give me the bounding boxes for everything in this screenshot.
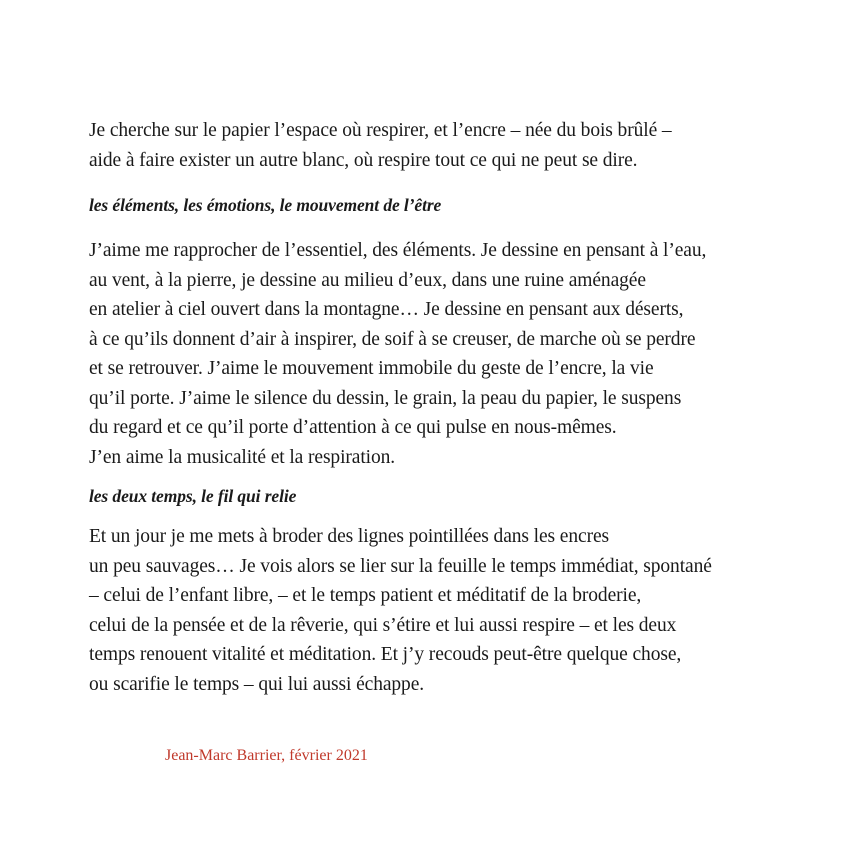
paragraph-line: à ce qu’ils donnent d’air à inspirer, de soif à se creuser, de marche où se perdre bbox=[89, 328, 696, 350]
paragraph-line: un peu sauvages… Je vois alors se lier sur la feuille le temps immédiat, spontané bbox=[89, 555, 712, 577]
paragraph-line: ou scarifie le temps – qui lui aussi échappe. bbox=[89, 673, 425, 695]
paragraph-line: au vent, à la pierre, je dessine au milieu d’eux, dans une ruine aménagée bbox=[89, 269, 646, 291]
two-times-paragraph bbox=[89, 522, 789, 699]
paragraph-line: Et un jour je me mets à broder des lignes pointillées dans les encres bbox=[89, 526, 610, 547]
paragraph-line: aide à faire exister un autre blanc, où respire tout ce qui ne peut se dire. bbox=[89, 149, 638, 171]
paragraph-line: du regard et ce qu’il porte d’attention à ce qui pulse en nous-mêmes. bbox=[89, 417, 617, 438]
paragraph-line: – celui de l’enfant libre, – et le temps patient et méditatif de la broderie, bbox=[89, 585, 642, 606]
paragraph-line: temps renouent vitalité et méditation. Et j’y recouds peut-être quelque chose, bbox=[89, 644, 682, 665]
intro-paragraph bbox=[89, 116, 789, 175]
paragraph-line: J’aime me rapprocher de l’essentiel, des éléments. Je dessine en pensant à l’eau, bbox=[89, 240, 707, 261]
paragraph-line: celui de la pensée et de la rêverie, qui s’étire et lui aussi respire – et les deux bbox=[89, 614, 677, 636]
section-heading-two-times: les deux temps, le fil qui relie bbox=[89, 486, 297, 506]
section-heading-elements: les éléments, les émotions, le mouvement de l’être bbox=[89, 195, 442, 215]
paragraph-line: en atelier à ciel ouvert dans la montagne… Je dessine en pensant aux déserts, bbox=[89, 299, 684, 320]
author-signature: Jean-Marc Barrier, février 2021 bbox=[165, 747, 368, 764]
paragraph-line: qu’il porte. J’aime le silence du dessin, le grain, la peau du papier, le suspens bbox=[89, 387, 682, 409]
paragraph-line: et se retrouver. J’aime le mouvement immobile du geste de l’encre, la vie bbox=[89, 358, 654, 379]
paragraph-line: Je cherche sur le papier l’espace où respirer, et l’encre – née du bois brûlé – bbox=[89, 120, 672, 141]
paragraph-line: J’en aime la musicalité et la respiration. bbox=[89, 446, 396, 468]
elements-paragraph bbox=[89, 236, 789, 472]
